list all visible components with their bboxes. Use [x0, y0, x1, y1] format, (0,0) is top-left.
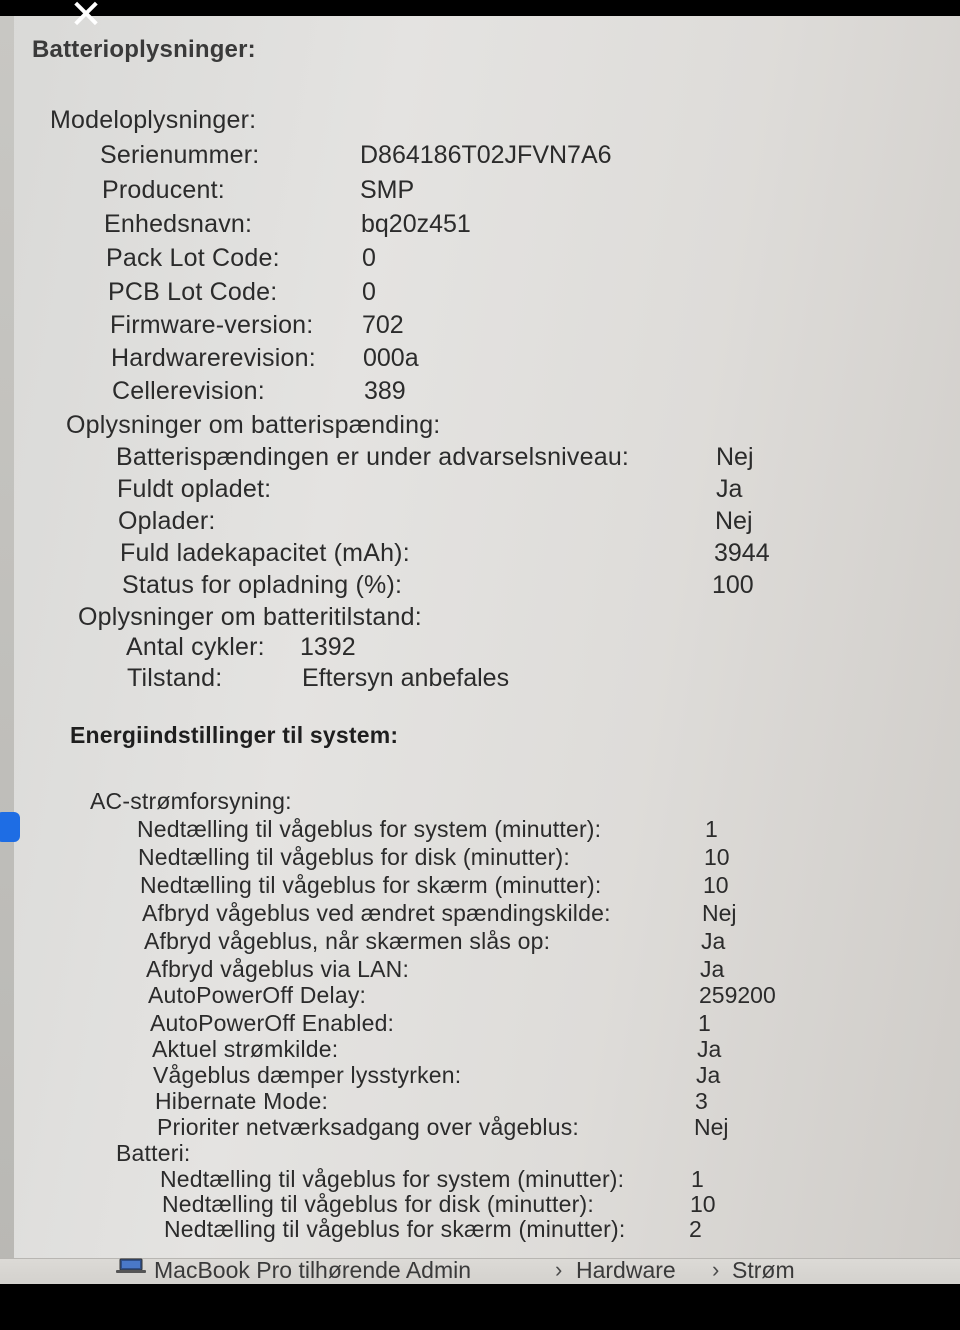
breadcrumb-item-hardware[interactable]: Hardware: [576, 1257, 676, 1283]
model-label-device-name: Enhedsnavn:: [104, 210, 253, 238]
model-label-serial: Serienummer:: [100, 141, 260, 169]
breadcrumb-item-computer[interactable]: MacBook Pro tilhørende Admin: [154, 1257, 472, 1283]
close-icon[interactable]: ✕: [69, 0, 103, 38]
ac-label-disk-sleep: Nedtælling til vågeblus for disk (minutter):: [138, 844, 570, 870]
model-value-firmware: 702: [362, 311, 404, 339]
ac-value-wake-lan: Ja: [700, 956, 725, 982]
ac-value-prioritize-network: Nej: [694, 1114, 729, 1140]
model-value-cell-rev: 389: [364, 377, 406, 405]
model-value-device-name: bq20z451: [361, 210, 471, 238]
breadcrumb-separator: ›: [555, 1257, 563, 1282]
laptop-icon: [116, 1258, 146, 1274]
sidebar-edge: [0, 16, 14, 1284]
model-label-pcb-lot: PCB Lot Code:: [108, 278, 278, 306]
voltage-label-charging: Oplader:: [118, 507, 216, 535]
breadcrumb-item-power[interactable]: Strøm: [732, 1257, 795, 1283]
ac-value-wake-power-change: Nej: [702, 900, 737, 926]
section-title-battery-info: Batterioplysninger:: [32, 36, 256, 63]
sidebar-selection-indicator[interactable]: [0, 812, 20, 842]
ac-label-wake-lan: Afbryd vågeblus via LAN:: [146, 956, 410, 982]
condition-value-state: Eftersyn anbefales: [302, 664, 510, 692]
battery-value-disk-sleep: 10: [690, 1191, 716, 1217]
ac-label-dim-brightness: Vågeblus dæmper lysstyrken:: [153, 1062, 462, 1088]
model-value-manufacturer: SMP: [360, 176, 415, 204]
model-info-heading: Modeloplysninger:: [50, 106, 257, 134]
voltage-label-warning: Batterispændingen er under advarselsniveau:: [116, 443, 630, 471]
ac-label-prioritize-network: Prioriter netværksadgang over vågeblus:: [157, 1114, 580, 1140]
voltage-info-heading: Oplysninger om batterispænding:: [66, 411, 441, 439]
voltage-value-warning: Nej: [716, 443, 754, 471]
voltage-label-charge-status: Status for opladning (%):: [122, 571, 403, 599]
battery-label-system-sleep: Nedtælling til vågeblus for system (minutter):: [160, 1166, 625, 1192]
ac-value-wake-lid-open: Ja: [701, 928, 726, 954]
system-report-window: [0, 16, 960, 1284]
model-value-pack-lot: 0: [362, 244, 376, 272]
voltage-value-charge-status: 100: [712, 571, 754, 599]
battery-power-heading: Batteri:: [116, 1140, 191, 1166]
ac-label-system-sleep: Nedtælling til vågeblus for system (minutter):: [137, 816, 602, 842]
model-label-firmware: Firmware-version:: [110, 311, 314, 339]
ac-value-dim-brightness: Ja: [696, 1062, 721, 1088]
ac-value-autopoweroff-delay: 259200: [699, 982, 776, 1008]
model-label-cell-rev: Cellerevision:: [112, 377, 265, 405]
ac-value-disk-sleep: 10: [704, 844, 730, 870]
voltage-value-capacity: 3944: [714, 539, 770, 567]
battery-value-system-sleep: 1: [691, 1166, 704, 1192]
ac-label-current-source: Aktuel strømkilde:: [152, 1036, 339, 1062]
voltage-value-charging: Nej: [715, 507, 753, 535]
voltage-value-fully-charged: Ja: [716, 475, 743, 503]
condition-info-heading: Oplysninger om batteritilstand:: [78, 603, 422, 631]
ac-label-display-sleep: Nedtælling til vågeblus for skærm (minutter):: [140, 872, 602, 898]
ac-value-system-sleep: 1: [705, 816, 718, 842]
ac-label-hibernate-mode: Hibernate Mode:: [155, 1088, 329, 1114]
model-label-hardware-rev: Hardwarerevision:: [111, 344, 316, 372]
ac-power-heading: AC-strømforsyning:: [90, 788, 292, 814]
voltage-label-capacity: Fuld ladekapacitet (mAh):: [120, 539, 410, 567]
ac-value-autopoweroff-enabled: 1: [698, 1010, 711, 1036]
ac-label-autopoweroff-enabled: AutoPowerOff Enabled:: [150, 1010, 395, 1036]
ac-value-hibernate-mode: 3: [695, 1088, 708, 1114]
model-label-manufacturer: Producent:: [102, 176, 225, 204]
model-value-pcb-lot: 0: [362, 278, 376, 306]
section-title-energy-settings: Energiindstillinger til system:: [70, 722, 399, 748]
condition-value-cycles: 1392: [300, 633, 356, 661]
model-value-serial: D864186T02JFVN7A6: [360, 141, 612, 169]
ac-label-wake-power-change: Afbryd vågeblus ved ændret spændingskilde:: [142, 900, 611, 926]
ac-value-display-sleep: 10: [703, 872, 729, 898]
model-label-pack-lot: Pack Lot Code:: [106, 244, 280, 272]
ac-label-autopoweroff-delay: AutoPowerOff Delay:: [148, 982, 367, 1008]
voltage-label-fully-charged: Fuldt opladet:: [117, 475, 272, 503]
condition-label-state: Tilstand:: [127, 664, 223, 692]
condition-label-cycles: Antal cykler:: [126, 633, 265, 661]
ac-label-wake-lid-open: Afbryd vågeblus, når skærmen slås op:: [144, 928, 551, 954]
battery-label-disk-sleep: Nedtælling til vågeblus for disk (minutter):: [162, 1191, 594, 1217]
breadcrumb-separator: ›: [712, 1257, 720, 1282]
battery-value-display-sleep: 2: [689, 1216, 702, 1242]
battery-label-display-sleep: Nedtælling til vågeblus for skærm (minutter):: [164, 1216, 626, 1242]
model-value-hardware-rev: 000a: [363, 344, 419, 372]
ac-value-current-source: Ja: [697, 1036, 722, 1062]
